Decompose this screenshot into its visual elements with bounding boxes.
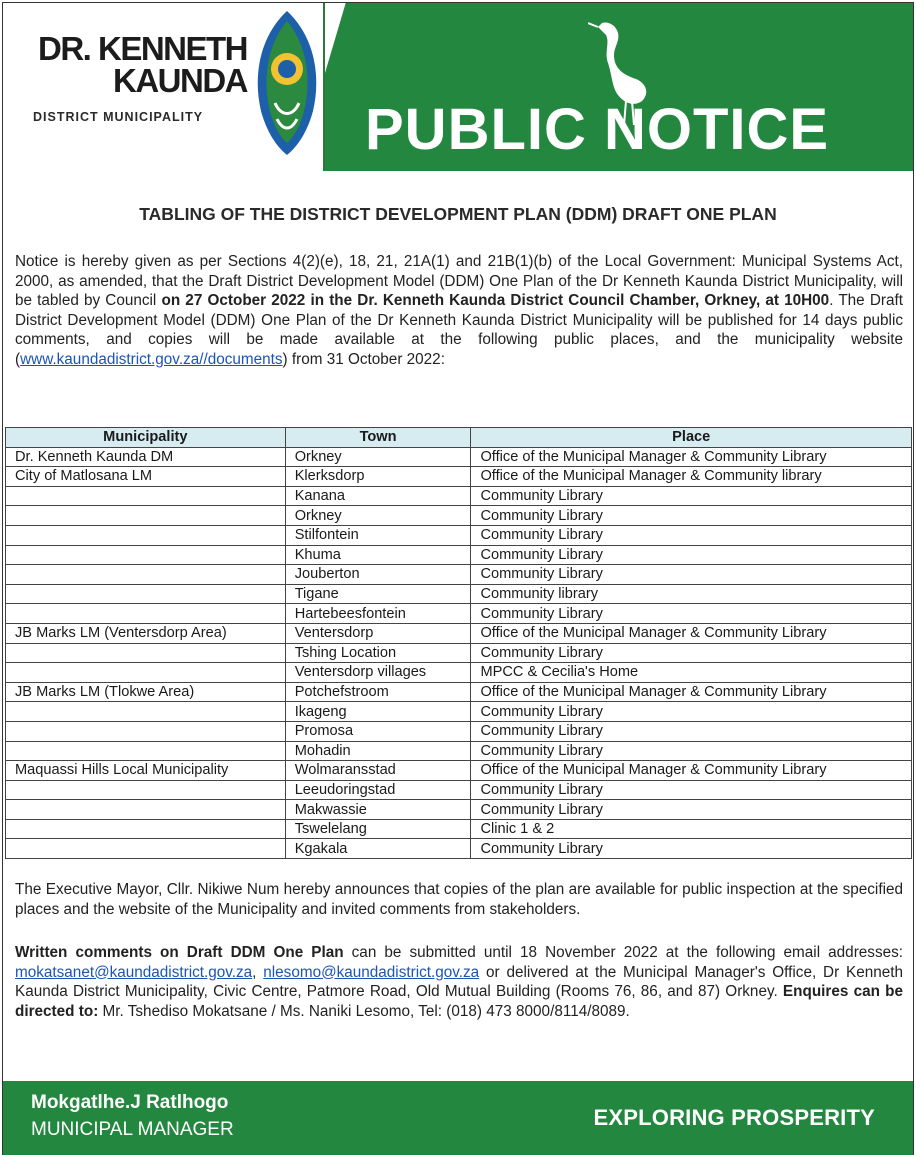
email-link-mokatsane[interactable]: mokatsanet@kaundadistrict.gov.za xyxy=(15,963,253,981)
org-name-line2: KAUNDA xyxy=(113,62,247,99)
town-cell: Tigane xyxy=(285,584,471,604)
town-cell: Khuma xyxy=(285,545,471,565)
town-cell: Orkney xyxy=(285,506,471,526)
table-row xyxy=(6,623,912,643)
municipality-cell xyxy=(6,486,286,506)
table-row xyxy=(6,800,912,820)
place-cell: Community Library xyxy=(471,741,912,761)
municipal-emblem-icon xyxy=(251,7,323,159)
table-row xyxy=(6,702,912,722)
enquiries-label: Enquires can be directed to: xyxy=(15,983,903,1020)
place-cell: Community Library xyxy=(471,721,912,741)
municipality-cell xyxy=(6,565,286,585)
footer xyxy=(3,1081,913,1155)
place-cell: Community Library xyxy=(471,545,912,565)
town-cell: Ikageng xyxy=(285,702,471,722)
town-cell: Leeudoringstad xyxy=(285,780,471,800)
intro-text-a: Notice is hereby given as per Sections 4(2)(e), 18, 21, 21A(1) and 21B(1)(b) of the Local Government: Municipal Systems Act, 2000, as amended, that the Draft District Development Model (DDM) One Plan of the Dr Kenneth Kaunda District Municipality, will be tabled by Council xyxy=(15,253,903,309)
table-row xyxy=(6,525,912,545)
town-cell: Jouberton xyxy=(285,565,471,585)
town-cell: Promosa xyxy=(285,721,471,741)
place-cell: Community library xyxy=(471,584,912,604)
town-cell: Makwassie xyxy=(285,800,471,820)
place-cell: Community Library xyxy=(471,643,912,663)
place-cell: Office of the Municipal Manager & Community Library xyxy=(471,447,912,467)
municipality-cell: Dr. Kenneth Kaunda DM xyxy=(6,447,286,467)
town-cell: Wolmaransstad xyxy=(285,761,471,781)
town-cell: Kanana xyxy=(285,486,471,506)
table-row xyxy=(6,780,912,800)
municipality-cell: Maquassi Hills Local Municipality xyxy=(6,761,286,781)
place-cell: Office of the Municipal Manager & Community Library xyxy=(471,761,912,781)
table-row xyxy=(6,545,912,565)
comments-text-c: Mr. Tshediso Mokatsane / Ms. Naniki Lesomo, Tel: (018) 473 8000/8114/8089. xyxy=(98,1002,630,1020)
town-cell: Tshing Location xyxy=(285,643,471,663)
org-name-line1: DR. KENNETH xyxy=(37,30,247,67)
table-row xyxy=(6,819,912,839)
place-cell: Office of the Municipal Manager & Community library xyxy=(471,467,912,487)
municipality-cell xyxy=(6,643,286,663)
public-notice-banner: PUBLIC NOTICE xyxy=(365,97,830,162)
table-row xyxy=(6,761,912,781)
table-row xyxy=(6,486,912,506)
place-cell: Community Library xyxy=(471,506,912,526)
municipality-cell xyxy=(6,584,286,604)
town-cell: Ventersdorp villages xyxy=(285,663,471,683)
place-cell: MPCC & Cecilia's Home xyxy=(471,663,912,683)
public-places-table xyxy=(5,427,912,859)
municipality-cell xyxy=(6,819,286,839)
town-cell: Stilfontein xyxy=(285,525,471,545)
table-row xyxy=(6,584,912,604)
header xyxy=(3,3,913,171)
website-link[interactable]: www.kaundadistrict.gov.za//documents xyxy=(20,350,283,368)
signatory-title: MUNICIPAL MANAGER xyxy=(31,1119,234,1140)
municipality-cell xyxy=(6,839,286,859)
municipality-cell xyxy=(6,800,286,820)
place-cell: Community Library xyxy=(471,565,912,585)
place-cell: Community Library xyxy=(471,486,912,506)
table-row xyxy=(6,721,912,741)
signatory-name: Mokgatlhe.J Ratlhogo xyxy=(31,1092,229,1113)
municipality-cell xyxy=(6,506,286,526)
town-cell: Kgakala xyxy=(285,839,471,859)
intro-text-c: ) from 31 October 2022: xyxy=(282,350,445,368)
municipality-cell xyxy=(6,525,286,545)
table-row xyxy=(6,467,912,487)
column-header-town: Town xyxy=(285,428,471,448)
town-cell: Ventersdorp xyxy=(285,623,471,643)
table-row xyxy=(6,506,912,526)
town-cell: Klerksdorp xyxy=(285,467,471,487)
notice-title: TABLING OF THE DISTRICT DEVELOPMENT PLAN (DDM) DRAFT ONE PLAN xyxy=(139,204,777,224)
town-cell: Potchefstroom xyxy=(285,682,471,702)
place-cell: Office of the Municipal Manager & Community Library xyxy=(471,682,912,702)
table-row xyxy=(6,643,912,663)
place-cell: Community Library xyxy=(471,604,912,624)
email-separator: , xyxy=(252,963,264,981)
intro-text-b: . The Draft District Development Model (DDM) One Plan of the Dr Kenneth Kaunda District Municipality will be published for 14 days public comments, and copies will be made available at the following public places, and the municipality website ( xyxy=(15,292,903,368)
place-cell: Community Library xyxy=(471,780,912,800)
place-cell: Office of the Municipal Manager & Community Library xyxy=(471,623,912,643)
table-row xyxy=(6,663,912,683)
table-row xyxy=(6,604,912,624)
municipality-cell xyxy=(6,741,286,761)
municipality-cell xyxy=(6,721,286,741)
municipality-cell xyxy=(6,702,286,722)
town-cell: Tswelelang xyxy=(285,819,471,839)
municipality-cell xyxy=(6,545,286,565)
town-cell: Hartebeesfontein xyxy=(285,604,471,624)
notice-paragraph-comments xyxy=(15,943,903,1021)
municipality-cell: JB Marks LM (Tlokwe Area) xyxy=(6,682,286,702)
org-subtitle: DISTRICT MUNICIPALITY xyxy=(33,110,204,124)
place-cell: Clinic 1 & 2 xyxy=(471,819,912,839)
town-cell: Orkney xyxy=(285,447,471,467)
municipality-cell xyxy=(6,780,286,800)
place-cell: Community Library xyxy=(471,839,912,859)
tabling-date-text: on 27 October 2022 in the Dr. Kenneth Kaunda District Council Chamber, Orkney, at 10H00 xyxy=(161,292,830,309)
column-header-place: Place xyxy=(471,428,912,448)
table-row xyxy=(6,447,912,467)
municipality-cell: JB Marks LM (Ventersdorp Area) xyxy=(6,623,286,643)
comments-text-a: can be submitted until 18 November 2022 at the following email addresses: xyxy=(343,944,903,961)
logo-panel xyxy=(3,3,325,171)
municipality-cell: City of Matlosana LM xyxy=(6,467,286,487)
place-cell: Community Library xyxy=(471,702,912,722)
municipality-cell xyxy=(6,663,286,683)
table-row xyxy=(6,565,912,585)
place-cell: Community Library xyxy=(471,800,912,820)
table-row xyxy=(6,682,912,702)
table-header-row xyxy=(6,428,912,448)
email-link-lesomo[interactable]: nlesomo@kaundadistrict.gov.za xyxy=(263,963,480,981)
comments-heading-text: Written comments on Draft DDM One Plan xyxy=(15,944,344,961)
notice-paragraph-intro xyxy=(15,252,903,369)
place-cell: Community Library xyxy=(471,525,912,545)
table-row xyxy=(6,839,912,859)
notice-paragraph-mayor: The Executive Mayor, Cllr. Nikiwe Num hereby announces that copies of the plan are available for public inspection at the specified places and the website of the Municipality and invited comments from stakeholders. xyxy=(15,881,903,918)
column-header-municipality: Municipality xyxy=(6,428,286,448)
comments-text-b: or delivered at the Municipal Manager's Office, Dr Kenneth Kaunda District Municipality, Civic Centre, Patmore Road, Old Mutual Building (Rooms 76, 86, and 87) Orkney. xyxy=(15,963,903,1000)
slogan: EXPLORING PROSPERITY xyxy=(593,1105,875,1130)
table-row xyxy=(6,741,912,761)
town-cell: Mohadin xyxy=(285,741,471,761)
org-name xyxy=(29,30,247,99)
municipality-cell xyxy=(6,604,286,624)
